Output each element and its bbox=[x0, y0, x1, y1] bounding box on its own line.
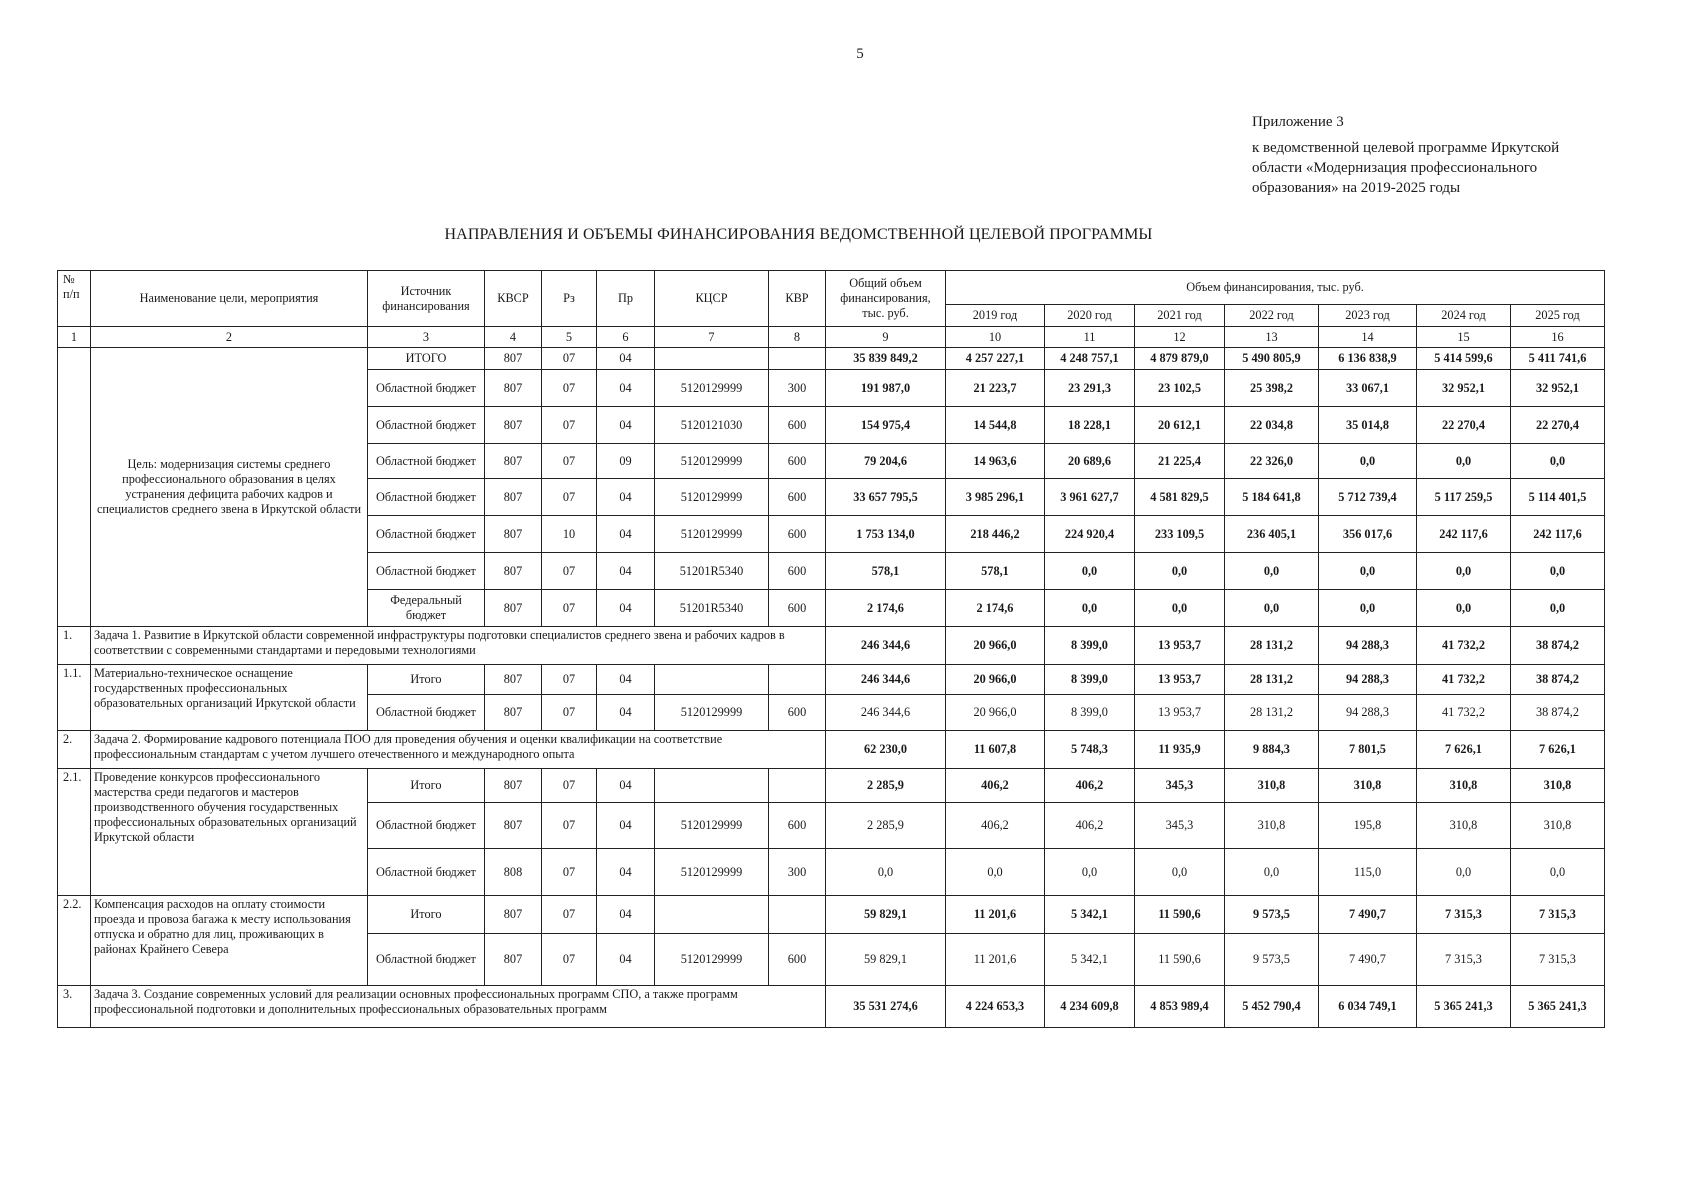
kcsr-cell bbox=[655, 348, 769, 370]
year-value: 5 414 599,6 bbox=[1417, 348, 1511, 370]
total-cell: 154 975,4 bbox=[826, 407, 946, 444]
document-title: НАПРАВЛЕНИЯ И ОБЪЕМЫ ФИНАНСИРОВАНИЯ ВЕДОМСТВЕННОЙ ЦЕЛЕВОЙ ПРОГРАММЫ bbox=[444, 226, 1153, 243]
pr-cell: 09 bbox=[597, 444, 655, 479]
header-year: 2020 год bbox=[1045, 305, 1135, 327]
pr-cell: 04 bbox=[597, 934, 655, 986]
header-kvsr: КВСР bbox=[485, 271, 542, 327]
year-value: 11 935,9 bbox=[1135, 731, 1225, 769]
year-value: 7 315,3 bbox=[1511, 896, 1605, 934]
task-total: 246 344,6 bbox=[826, 627, 946, 665]
year-value: 3 985 296,1 bbox=[946, 479, 1045, 516]
goal-num-cell bbox=[58, 348, 91, 627]
financing-table bbox=[57, 270, 1605, 1028]
year-value: 0,0 bbox=[1319, 553, 1417, 590]
kvsr-cell: 807 bbox=[485, 695, 542, 731]
year-value: 11 201,6 bbox=[946, 896, 1045, 934]
kvsr-cell: 807 bbox=[485, 803, 542, 849]
column-number: 1 bbox=[58, 327, 91, 348]
rz-cell: 10 bbox=[542, 516, 597, 553]
column-number: 16 bbox=[1511, 327, 1605, 348]
kvsr-cell: 807 bbox=[485, 769, 542, 803]
task-name: Задача 2. Формирование кадрового потенциала ПОО для проведения обучения и оценки квалификации на соответствие профессиональным стандартам с учетом лучшего отечественного и международного опыта bbox=[91, 731, 826, 769]
measure-name: Материально-техническое оснащение государственных профессиональных образовательных организаций Иркутской области bbox=[91, 665, 368, 731]
year-value: 310,8 bbox=[1225, 803, 1319, 849]
year-value: 18 228,1 bbox=[1045, 407, 1135, 444]
pr-cell: 04 bbox=[597, 516, 655, 553]
source-cell: Итого bbox=[368, 896, 485, 934]
year-value: 0,0 bbox=[1045, 849, 1135, 896]
year-value: 406,2 bbox=[946, 803, 1045, 849]
kcsr-cell: 51201R5340 bbox=[655, 553, 769, 590]
year-value: 0,0 bbox=[1135, 590, 1225, 627]
year-value: 310,8 bbox=[1511, 803, 1605, 849]
year-value: 20 689,6 bbox=[1045, 444, 1135, 479]
year-value: 38 874,2 bbox=[1511, 665, 1605, 695]
year-value: 22 270,4 bbox=[1511, 407, 1605, 444]
year-value: 38 874,2 bbox=[1511, 627, 1605, 665]
task-number: 1. bbox=[58, 627, 91, 665]
source-cell: Областной бюджет bbox=[368, 695, 485, 731]
kcsr-cell: 5120121030 bbox=[655, 407, 769, 444]
header-pr: Пр bbox=[597, 271, 655, 327]
appendix-line: образования» на 2019-2025 годы bbox=[1252, 180, 1461, 196]
year-value: 236 405,1 bbox=[1225, 516, 1319, 553]
task-number: 3. bbox=[58, 986, 91, 1028]
pr-cell: 04 bbox=[597, 407, 655, 444]
year-value: 345,3 bbox=[1135, 769, 1225, 803]
kvsr-cell: 807 bbox=[485, 407, 542, 444]
pr-cell: 04 bbox=[597, 803, 655, 849]
year-value: 9 573,5 bbox=[1225, 896, 1319, 934]
kvr-cell bbox=[769, 769, 826, 803]
total-cell: 191 987,0 bbox=[826, 370, 946, 407]
year-value: 406,2 bbox=[1045, 803, 1135, 849]
kvsr-cell: 807 bbox=[485, 479, 542, 516]
year-value: 7 315,3 bbox=[1511, 934, 1605, 986]
header-num: № п/п bbox=[58, 271, 91, 327]
total-cell: 1 753 134,0 bbox=[826, 516, 946, 553]
column-number: 9 bbox=[826, 327, 946, 348]
source-cell: Областной бюджет bbox=[368, 934, 485, 986]
year-value: 11 590,6 bbox=[1135, 934, 1225, 986]
year-value: 5 365 241,3 bbox=[1417, 986, 1511, 1028]
year-value: 242 117,6 bbox=[1417, 516, 1511, 553]
year-value: 7 626,1 bbox=[1511, 731, 1605, 769]
year-value: 22 034,8 bbox=[1225, 407, 1319, 444]
kvr-cell bbox=[769, 348, 826, 370]
year-value: 25 398,2 bbox=[1225, 370, 1319, 407]
kvsr-cell: 807 bbox=[485, 896, 542, 934]
year-value: 13 953,7 bbox=[1135, 627, 1225, 665]
year-value: 5 411 741,6 bbox=[1511, 348, 1605, 370]
column-number: 8 bbox=[769, 327, 826, 348]
rz-cell: 07 bbox=[542, 803, 597, 849]
year-value: 4 853 989,4 bbox=[1135, 986, 1225, 1028]
year-value: 310,8 bbox=[1417, 769, 1511, 803]
task-total: 62 230,0 bbox=[826, 731, 946, 769]
year-value: 310,8 bbox=[1319, 769, 1417, 803]
pr-cell: 04 bbox=[597, 370, 655, 407]
header-year: 2025 год bbox=[1511, 305, 1605, 327]
year-value: 195,8 bbox=[1319, 803, 1417, 849]
kvr-cell: 600 bbox=[769, 407, 826, 444]
year-value: 356 017,6 bbox=[1319, 516, 1417, 553]
year-value: 13 953,7 bbox=[1135, 695, 1225, 731]
pr-cell: 04 bbox=[597, 849, 655, 896]
year-value: 7 315,3 bbox=[1417, 934, 1511, 986]
year-value: 0,0 bbox=[1319, 444, 1417, 479]
rz-cell: 07 bbox=[542, 695, 597, 731]
source-cell: Итого bbox=[368, 769, 485, 803]
total-cell: 59 829,1 bbox=[826, 896, 946, 934]
year-value: 0,0 bbox=[1045, 590, 1135, 627]
source-cell: Областной бюджет bbox=[368, 444, 485, 479]
year-value: 5 342,1 bbox=[1045, 934, 1135, 986]
source-cell: Областной бюджет bbox=[368, 516, 485, 553]
kcsr-cell: 5120129999 bbox=[655, 479, 769, 516]
header-year: 2024 год bbox=[1417, 305, 1511, 327]
year-value: 0,0 bbox=[1319, 590, 1417, 627]
year-value: 35 014,8 bbox=[1319, 407, 1417, 444]
total-cell: 2 174,6 bbox=[826, 590, 946, 627]
table-row bbox=[58, 271, 1605, 305]
year-value: 3 961 627,7 bbox=[1045, 479, 1135, 516]
rz-cell: 07 bbox=[542, 769, 597, 803]
total-cell: 2 285,9 bbox=[826, 803, 946, 849]
kcsr-cell: 5120129999 bbox=[655, 695, 769, 731]
kcsr-cell: 5120129999 bbox=[655, 934, 769, 986]
year-value: 4 257 227,1 bbox=[946, 348, 1045, 370]
year-value: 94 288,3 bbox=[1319, 695, 1417, 731]
pr-cell: 04 bbox=[597, 896, 655, 934]
year-value: 28 131,2 bbox=[1225, 627, 1319, 665]
header-kcsr: КЦСР bbox=[655, 271, 769, 327]
year-value: 28 131,2 bbox=[1225, 665, 1319, 695]
rz-cell: 07 bbox=[542, 896, 597, 934]
rz-cell: 07 bbox=[542, 590, 597, 627]
year-value: 20 966,0 bbox=[946, 665, 1045, 695]
measure-number: 1.1. bbox=[58, 665, 91, 731]
column-number: 6 bbox=[597, 327, 655, 348]
year-value: 7 315,3 bbox=[1417, 896, 1511, 934]
source-cell: Областной бюджет bbox=[368, 803, 485, 849]
kvr-cell: 300 bbox=[769, 370, 826, 407]
year-value: 22 326,0 bbox=[1225, 444, 1319, 479]
year-value: 242 117,6 bbox=[1511, 516, 1605, 553]
task-name: Задача 1. Развитие в Иркутской области современной инфраструктуры подготовки специалистов среднего звена и рабочих кадров в соответствии с современными стандартами и передовыми технологиями bbox=[91, 627, 826, 665]
column-number: 11 bbox=[1045, 327, 1135, 348]
year-value: 2 174,6 bbox=[946, 590, 1045, 627]
year-value: 0,0 bbox=[1417, 444, 1511, 479]
year-value: 4 879 879,0 bbox=[1135, 348, 1225, 370]
year-value: 8 399,0 bbox=[1045, 695, 1135, 731]
year-value: 8 399,0 bbox=[1045, 665, 1135, 695]
measure-number: 2.2. bbox=[58, 896, 91, 986]
task-number: 2. bbox=[58, 731, 91, 769]
kcsr-cell bbox=[655, 769, 769, 803]
appendix-line: области «Модернизация профессионального bbox=[1252, 160, 1538, 176]
kvr-cell: 600 bbox=[769, 444, 826, 479]
year-value: 13 953,7 bbox=[1135, 665, 1225, 695]
year-value: 23 102,5 bbox=[1135, 370, 1225, 407]
year-value: 20 612,1 bbox=[1135, 407, 1225, 444]
kvsr-cell: 807 bbox=[485, 590, 542, 627]
year-value: 41 732,2 bbox=[1417, 695, 1511, 731]
column-number: 5 bbox=[542, 327, 597, 348]
year-value: 4 224 653,3 bbox=[946, 986, 1045, 1028]
measure-number: 2.1. bbox=[58, 769, 91, 896]
column-number: 12 bbox=[1135, 327, 1225, 348]
appendix-title: Приложение 3 bbox=[1252, 114, 1344, 130]
column-number: 7 bbox=[655, 327, 769, 348]
year-value: 0,0 bbox=[1225, 553, 1319, 590]
year-value: 0,0 bbox=[1417, 590, 1511, 627]
column-number: 10 bbox=[946, 327, 1045, 348]
year-value: 5 365 241,3 bbox=[1511, 986, 1605, 1028]
year-value: 0,0 bbox=[1045, 553, 1135, 590]
year-value: 7 490,7 bbox=[1319, 934, 1417, 986]
header-year: 2023 год bbox=[1319, 305, 1417, 327]
kvsr-cell: 808 bbox=[485, 849, 542, 896]
year-value: 0,0 bbox=[946, 849, 1045, 896]
table-row bbox=[58, 627, 1605, 665]
header-total: Общий объем финансирования, тыс. руб. bbox=[826, 271, 946, 327]
year-value: 310,8 bbox=[1417, 803, 1511, 849]
task-total: 35 531 274,6 bbox=[826, 986, 946, 1028]
total-cell: 59 829,1 bbox=[826, 934, 946, 986]
header-volume: Объем финансирования, тыс. руб. bbox=[946, 271, 1605, 305]
year-value: 310,8 bbox=[1511, 769, 1605, 803]
appendix-line: к ведомственной целевой программе Иркутской bbox=[1252, 140, 1560, 156]
goal-name: Цель: модернизация системы среднего профессионального образования в целях устранения дефицита рабочих кадров и специалистов среднего звена в Иркутской области bbox=[91, 348, 368, 627]
kcsr-cell: 5120129999 bbox=[655, 516, 769, 553]
year-value: 406,2 bbox=[1045, 769, 1135, 803]
rz-cell: 07 bbox=[542, 479, 597, 516]
source-cell: Областной бюджет bbox=[368, 553, 485, 590]
kcsr-cell bbox=[655, 665, 769, 695]
rz-cell: 07 bbox=[542, 849, 597, 896]
rz-cell: 07 bbox=[542, 370, 597, 407]
year-value: 41 732,2 bbox=[1417, 665, 1511, 695]
year-value: 7 490,7 bbox=[1319, 896, 1417, 934]
year-value: 8 399,0 bbox=[1045, 627, 1135, 665]
header-name: Наименование цели, мероприятия bbox=[91, 271, 368, 327]
pr-cell: 04 bbox=[597, 553, 655, 590]
year-value: 14 963,6 bbox=[946, 444, 1045, 479]
header-year: 2022 год bbox=[1225, 305, 1319, 327]
year-value: 20 966,0 bbox=[946, 695, 1045, 731]
source-cell: Областной бюджет bbox=[368, 407, 485, 444]
year-value: 0,0 bbox=[1511, 553, 1605, 590]
year-value: 94 288,3 bbox=[1319, 627, 1417, 665]
year-value: 0,0 bbox=[1135, 553, 1225, 590]
year-value: 5 117 259,5 bbox=[1417, 479, 1511, 516]
kvr-cell: 600 bbox=[769, 516, 826, 553]
kvsr-cell: 807 bbox=[485, 934, 542, 986]
year-value: 32 952,1 bbox=[1417, 370, 1511, 407]
column-number: 13 bbox=[1225, 327, 1319, 348]
total-cell: 246 344,6 bbox=[826, 695, 946, 731]
year-value: 5 452 790,4 bbox=[1225, 986, 1319, 1028]
year-value: 5 184 641,8 bbox=[1225, 479, 1319, 516]
year-value: 233 109,5 bbox=[1135, 516, 1225, 553]
year-value: 4 248 757,1 bbox=[1045, 348, 1135, 370]
year-value: 0,0 bbox=[1511, 849, 1605, 896]
year-value: 9 573,5 bbox=[1225, 934, 1319, 986]
measure-name: Компенсация расходов на оплату стоимости проезда и провоза багажа к месту использования отпуска и обратно для лиц, проживающих в районах Крайнего Севера bbox=[91, 896, 368, 986]
total-cell: 2 285,9 bbox=[826, 769, 946, 803]
total-cell: 0,0 bbox=[826, 849, 946, 896]
total-cell: 578,1 bbox=[826, 553, 946, 590]
table-row bbox=[58, 348, 1605, 370]
kvr-cell: 600 bbox=[769, 553, 826, 590]
kvr-cell bbox=[769, 665, 826, 695]
year-value: 578,1 bbox=[946, 553, 1045, 590]
year-value: 345,3 bbox=[1135, 803, 1225, 849]
table-row bbox=[58, 896, 1605, 934]
rz-cell: 07 bbox=[542, 665, 597, 695]
header-year: 2019 год bbox=[946, 305, 1045, 327]
source-cell: Федеральный бюджет bbox=[368, 590, 485, 627]
table-row bbox=[58, 665, 1605, 695]
rz-cell: 07 bbox=[542, 444, 597, 479]
year-value: 21 223,7 bbox=[946, 370, 1045, 407]
column-number: 15 bbox=[1417, 327, 1511, 348]
year-value: 7 626,1 bbox=[1417, 731, 1511, 769]
kvsr-cell: 807 bbox=[485, 348, 542, 370]
rz-cell: 07 bbox=[542, 348, 597, 370]
year-value: 4 234 609,8 bbox=[1045, 986, 1135, 1028]
kvr-cell: 300 bbox=[769, 849, 826, 896]
year-value: 0,0 bbox=[1135, 849, 1225, 896]
year-value: 22 270,4 bbox=[1417, 407, 1511, 444]
year-value: 5 114 401,5 bbox=[1511, 479, 1605, 516]
year-value: 21 225,4 bbox=[1135, 444, 1225, 479]
year-value: 32 952,1 bbox=[1511, 370, 1605, 407]
year-value: 33 067,1 bbox=[1319, 370, 1417, 407]
kcsr-cell: 5120129999 bbox=[655, 849, 769, 896]
kvsr-cell: 807 bbox=[485, 516, 542, 553]
rz-cell: 07 bbox=[542, 553, 597, 590]
pr-cell: 04 bbox=[597, 695, 655, 731]
year-value: 7 801,5 bbox=[1319, 731, 1417, 769]
kvr-cell bbox=[769, 896, 826, 934]
pr-cell: 04 bbox=[597, 590, 655, 627]
table-row bbox=[58, 731, 1605, 769]
kvr-cell: 600 bbox=[769, 803, 826, 849]
year-value: 5 342,1 bbox=[1045, 896, 1135, 934]
table-row bbox=[58, 327, 1605, 348]
pr-cell: 04 bbox=[597, 348, 655, 370]
total-cell: 79 204,6 bbox=[826, 444, 946, 479]
year-value: 5 712 739,4 bbox=[1319, 479, 1417, 516]
page-number: 5 bbox=[856, 46, 864, 62]
kcsr-cell bbox=[655, 896, 769, 934]
year-value: 11 201,6 bbox=[946, 934, 1045, 986]
year-value: 224 920,4 bbox=[1045, 516, 1135, 553]
year-value: 94 288,3 bbox=[1319, 665, 1417, 695]
column-number: 4 bbox=[485, 327, 542, 348]
header-rz: Рз bbox=[542, 271, 597, 327]
total-cell: 35 839 849,2 bbox=[826, 348, 946, 370]
year-value: 115,0 bbox=[1319, 849, 1417, 896]
header-source: Источник финансирования bbox=[368, 271, 485, 327]
year-value: 23 291,3 bbox=[1045, 370, 1135, 407]
year-value: 11 590,6 bbox=[1135, 896, 1225, 934]
rz-cell: 07 bbox=[542, 407, 597, 444]
column-number: 3 bbox=[368, 327, 485, 348]
kvsr-cell: 807 bbox=[485, 553, 542, 590]
year-value: 38 874,2 bbox=[1511, 695, 1605, 731]
rz-cell: 07 bbox=[542, 934, 597, 986]
pr-cell: 04 bbox=[597, 479, 655, 516]
task-name: Задача 3. Создание современных условий для реализации основных профессиональных программ СПО, а также программ профессиональной подготовки и дополнительных профессиональных образовательных программ bbox=[91, 986, 826, 1028]
source-cell: Областной бюджет bbox=[368, 370, 485, 407]
kcsr-cell: 51201R5340 bbox=[655, 590, 769, 627]
table-row bbox=[58, 986, 1605, 1028]
year-value: 20 966,0 bbox=[946, 627, 1045, 665]
year-value: 218 446,2 bbox=[946, 516, 1045, 553]
column-number: 2 bbox=[91, 327, 368, 348]
pr-cell: 04 bbox=[597, 769, 655, 803]
appendix-block bbox=[1252, 112, 1632, 198]
year-value: 0,0 bbox=[1225, 590, 1319, 627]
source-cell: Областной бюджет bbox=[368, 479, 485, 516]
kvsr-cell: 807 bbox=[485, 665, 542, 695]
measure-name: Проведение конкурсов профессионального мастерства среди педагогов и мастеров производственного обучения государственных профессиональных образовательных организаций Иркутской области bbox=[91, 769, 368, 896]
kvsr-cell: 807 bbox=[485, 444, 542, 479]
kcsr-cell: 5120129999 bbox=[655, 370, 769, 407]
year-value: 5 490 805,9 bbox=[1225, 348, 1319, 370]
year-value: 41 732,2 bbox=[1417, 627, 1511, 665]
year-value: 0,0 bbox=[1417, 553, 1511, 590]
kcsr-cell: 5120129999 bbox=[655, 444, 769, 479]
column-number: 14 bbox=[1319, 327, 1417, 348]
total-cell: 246 344,6 bbox=[826, 665, 946, 695]
pr-cell: 04 bbox=[597, 665, 655, 695]
year-value: 0,0 bbox=[1511, 590, 1605, 627]
year-value: 0,0 bbox=[1225, 849, 1319, 896]
year-value: 5 748,3 bbox=[1045, 731, 1135, 769]
source-cell: Областной бюджет bbox=[368, 849, 485, 896]
year-value: 310,8 bbox=[1225, 769, 1319, 803]
year-value: 6 034 749,1 bbox=[1319, 986, 1417, 1028]
year-value: 0,0 bbox=[1511, 444, 1605, 479]
year-value: 28 131,2 bbox=[1225, 695, 1319, 731]
kvr-cell: 600 bbox=[769, 590, 826, 627]
kvr-cell: 600 bbox=[769, 934, 826, 986]
total-cell: 33 657 795,5 bbox=[826, 479, 946, 516]
source-cell: Итого bbox=[368, 665, 485, 695]
header-year: 2021 год bbox=[1135, 305, 1225, 327]
year-value: 14 544,8 bbox=[946, 407, 1045, 444]
kcsr-cell: 5120129999 bbox=[655, 803, 769, 849]
kvr-cell: 600 bbox=[769, 695, 826, 731]
kvsr-cell: 807 bbox=[485, 370, 542, 407]
source-cell: ИТОГО bbox=[368, 348, 485, 370]
header-kvr: КВР bbox=[769, 271, 826, 327]
kvr-cell: 600 bbox=[769, 479, 826, 516]
table-row bbox=[58, 769, 1605, 803]
year-value: 0,0 bbox=[1417, 849, 1511, 896]
year-value: 406,2 bbox=[946, 769, 1045, 803]
year-value: 9 884,3 bbox=[1225, 731, 1319, 769]
year-value: 6 136 838,9 bbox=[1319, 348, 1417, 370]
year-value: 11 607,8 bbox=[946, 731, 1045, 769]
year-value: 4 581 829,5 bbox=[1135, 479, 1225, 516]
